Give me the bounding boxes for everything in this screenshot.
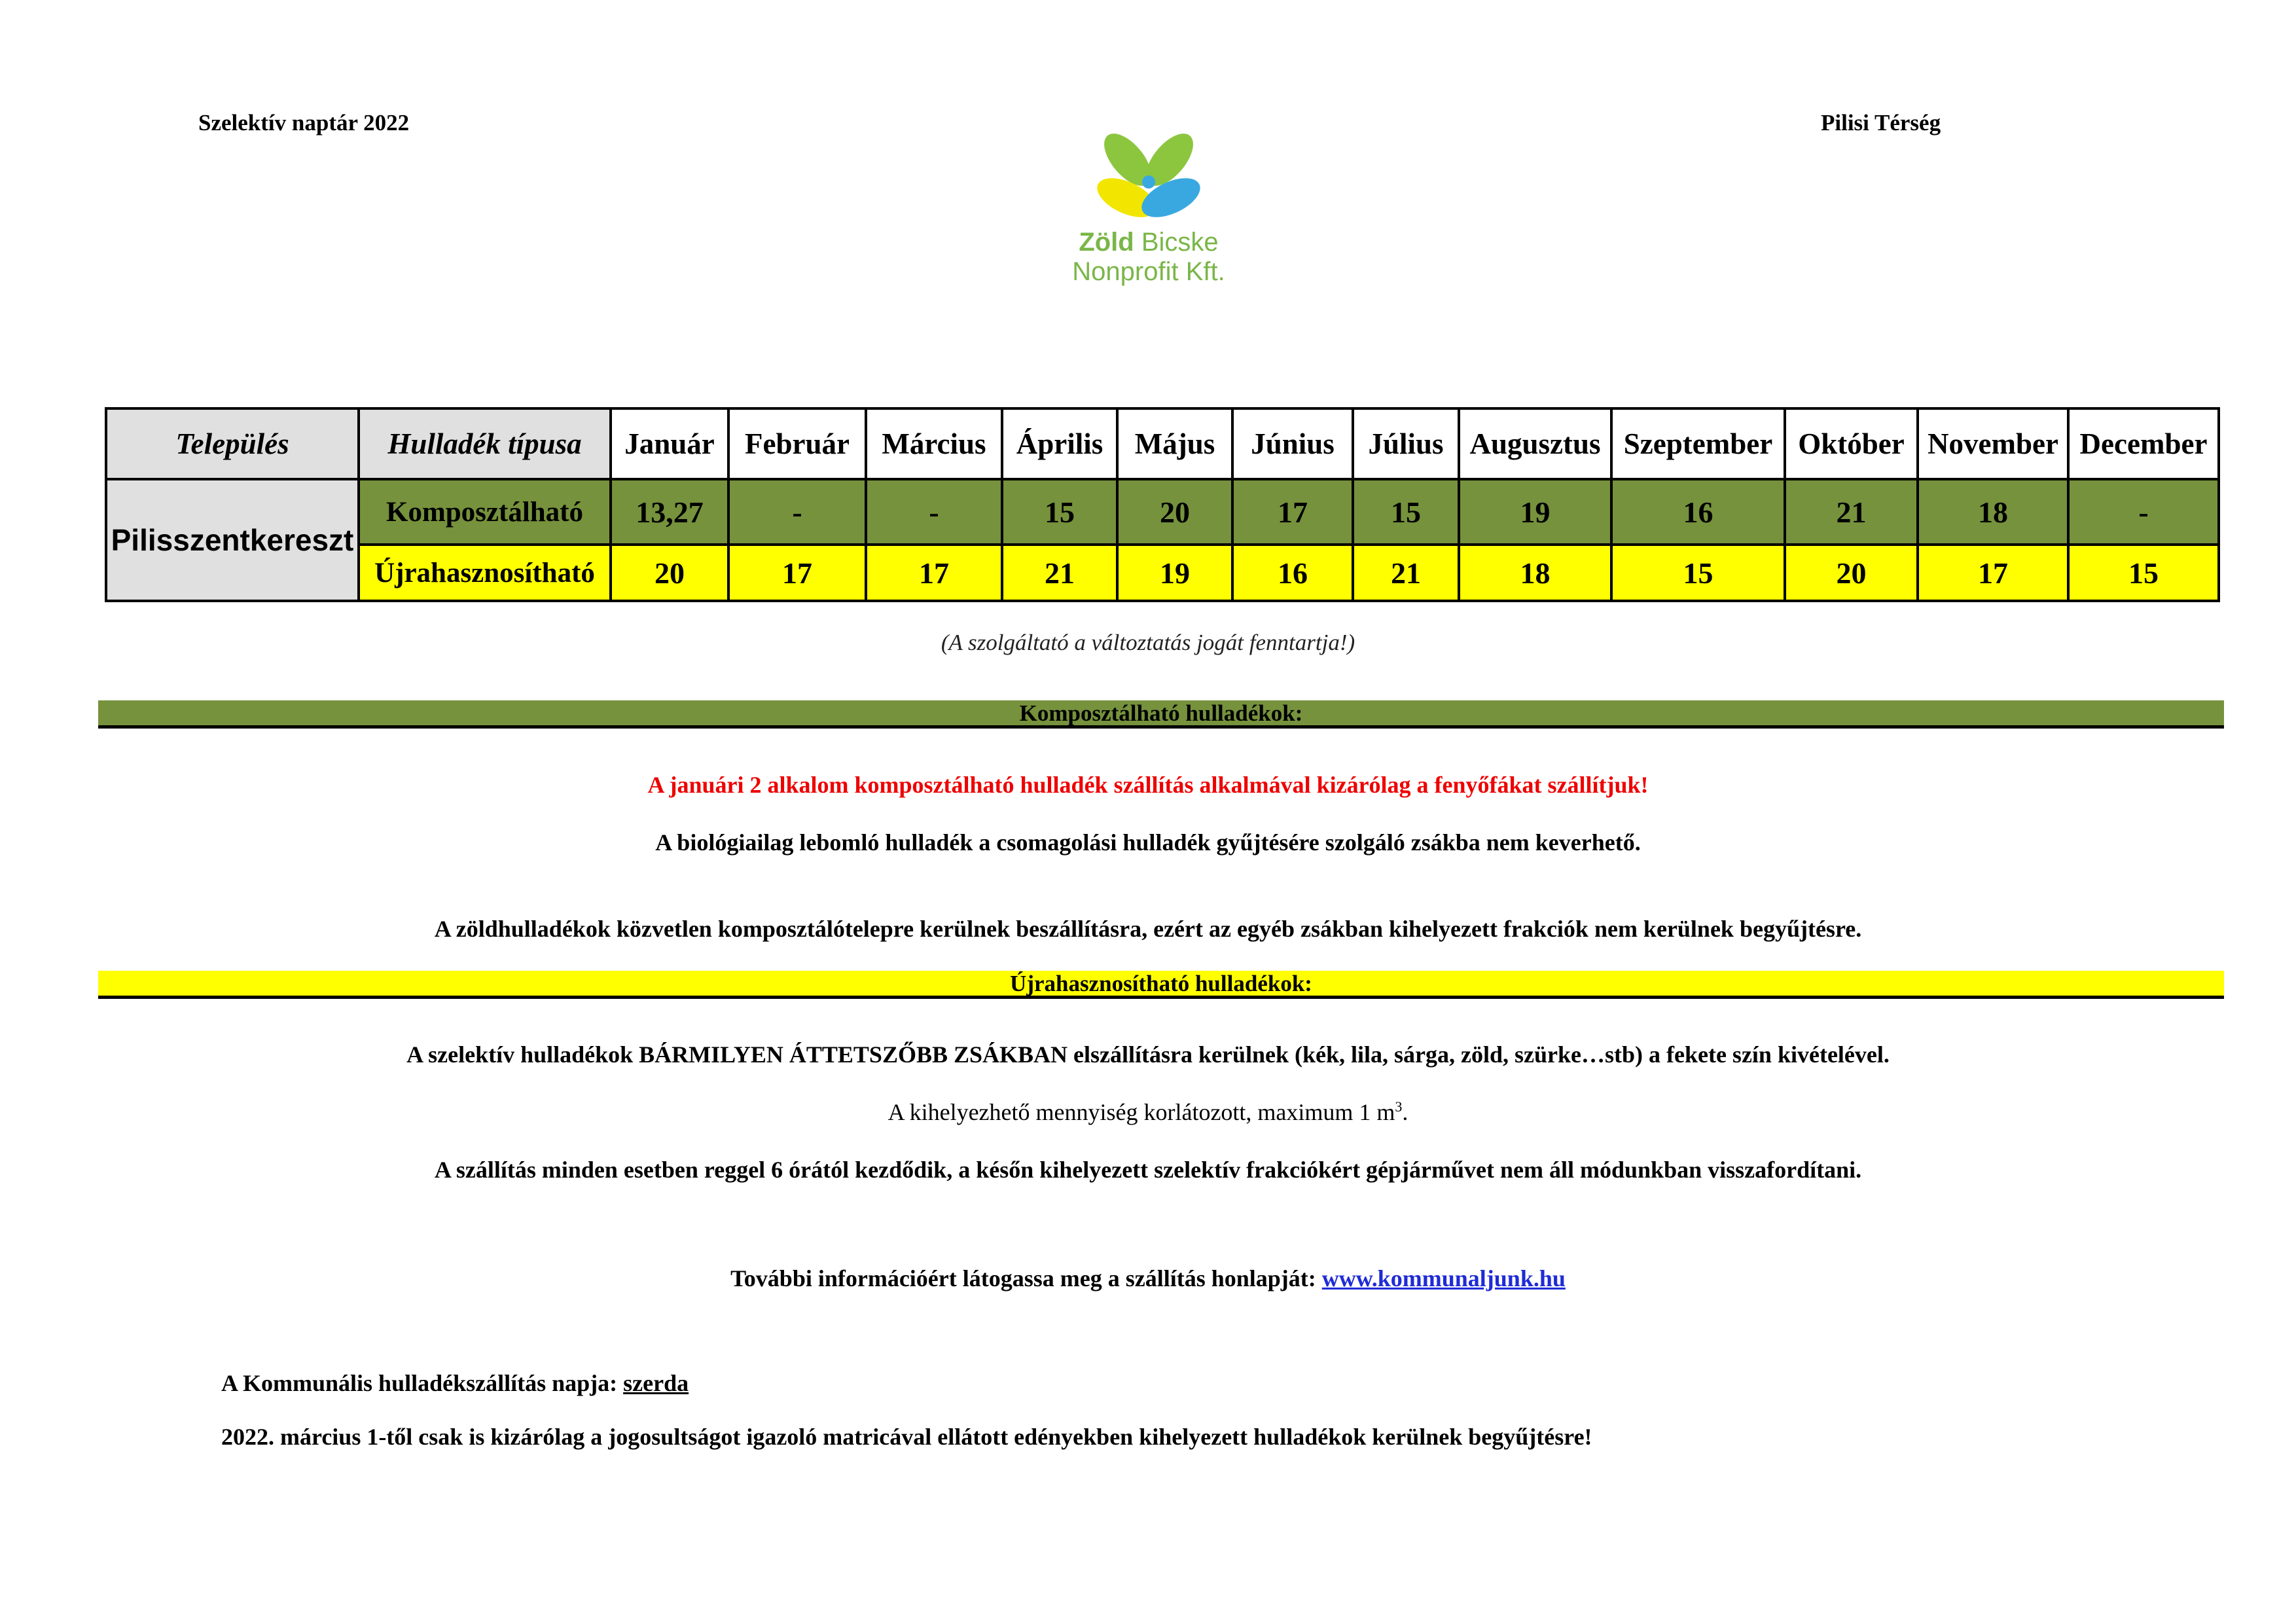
table-cell: 15 xyxy=(2068,545,2219,601)
table-cell: 19 xyxy=(1459,479,1611,545)
compost-line-3: A zöldhulladékok közvetlen komposztálótelepre kerülnek beszállításra, ezért az egyéb zsákban kihelyezett frakciók nem kerülnek begyűjtésre. xyxy=(434,916,1862,942)
company-logo xyxy=(1054,131,1244,295)
header-month: Január xyxy=(611,408,728,479)
table-cell: 21 xyxy=(1353,545,1459,601)
table-cell: 21 xyxy=(1785,479,1918,545)
table-cell: 18 xyxy=(1918,479,2068,545)
table-cell: 19 xyxy=(1117,545,1232,601)
table-cell: 20 xyxy=(1117,479,1232,545)
header-month: Október xyxy=(1785,408,1918,479)
table-cell: 17 xyxy=(1918,545,2068,601)
waste-type: Újrahasznosítható xyxy=(359,545,611,601)
region-title: Pilisi Térség xyxy=(1821,110,1941,135)
table-cell: 15 xyxy=(1002,479,1117,545)
logo-line2: Nonprofit Kft. xyxy=(1072,257,1225,286)
table-cell: 17 xyxy=(728,545,866,601)
header-month: Június xyxy=(1232,408,1353,479)
compost-heading: Komposztálható hulladékok: xyxy=(98,700,2224,729)
header-month: Július xyxy=(1353,408,1459,479)
calendar-title: Szelektív naptár 2022 xyxy=(198,110,410,135)
recycle-line-2: A kihelyezhető mennyiség korlátozott, maximum 1 $m^3$. xyxy=(888,1098,1408,1125)
info-line: További információért látogassa meg a szállítás honlapját: www.kommunaljunk.hu xyxy=(730,1265,1566,1291)
table-header-row xyxy=(106,408,2219,479)
table-cell: 20 xyxy=(1785,545,1918,601)
recycle-heading: Újrahasznosítható hulladékok: xyxy=(98,971,2224,999)
recycle-line-1: A szelektív hulladékok BÁRMILYEN ÁTTETSZŐBB ZSÁKBAN elszállításra kerülnek (kék, lila, sárga, zöld, szürke…stb) a fekete szín kivételével. xyxy=(406,1041,1890,1068)
table-cell: 15 xyxy=(1611,545,1785,601)
website-link[interactable]: www.kommunaljunk.hu xyxy=(1321,1265,1566,1291)
header-month: Február xyxy=(728,408,866,479)
table-cell: 17 xyxy=(1232,479,1353,545)
recycle-line-3: A szállítás minden esetben reggel 6 órától kezdődik, a későn kihelyezett szelektív frakciókért gépjárművet nem áll módunkban visszafordítani. xyxy=(434,1157,1862,1183)
table-cell: 15 xyxy=(1353,479,1459,545)
table-row-compost xyxy=(106,479,2219,545)
waste-type: Komposztálható xyxy=(359,479,611,545)
table-cell: 13,27 xyxy=(611,479,728,545)
table-cell: 21 xyxy=(1002,545,1117,601)
disclaimer-note: (A szolgáltató a változtatás jogát fenntartja!) xyxy=(941,630,1355,655)
compost-line-2: A biológiailag lebomló hulladék a csomagolási hulladék gyűjtésére szolgáló zsákba nem keverhető. xyxy=(655,829,1641,856)
table-cell: 16 xyxy=(1611,479,1785,545)
logo-line1: Zöld Bicske xyxy=(1079,228,1219,257)
header-month: Március xyxy=(866,408,1002,479)
table-cell: - xyxy=(2068,479,2219,545)
clover-icon xyxy=(1054,131,1244,229)
table-row-recycle xyxy=(106,545,2219,601)
compost-january-notice: A januári 2 alkalom komposztálható hulladék szállítás alkalmával kizárólag a fenyőfákat szállítjuk! xyxy=(647,772,1649,798)
header-month: Május xyxy=(1117,408,1232,479)
header-month: November xyxy=(1918,408,2068,479)
table-cell: 18 xyxy=(1459,545,1611,601)
table-cell: 20 xyxy=(611,545,728,601)
header-month: Április xyxy=(1002,408,1117,479)
header-type: Hulladék típusa xyxy=(359,408,611,479)
town-name: Pilisszentkereszt xyxy=(106,479,359,601)
table-cell: - xyxy=(866,479,1002,545)
table-cell: 16 xyxy=(1232,545,1353,601)
header-month: Augusztus xyxy=(1459,408,1611,479)
header-town: Település xyxy=(106,408,359,479)
table-cell: - xyxy=(728,479,866,545)
header-month: Szeptember xyxy=(1611,408,1785,479)
communal-day: szerda xyxy=(623,1370,689,1396)
sticker-notice: 2022. március 1-től csak is kizárólag a jogosultságot igazoló matricával ellátott edényekben kihelyezett hulladékok kerülnek begyűjtésre! xyxy=(221,1424,1592,1450)
header-month: December xyxy=(2068,408,2219,479)
communal-day-line: A Kommunális hulladékszállítás napja: szerda xyxy=(221,1370,689,1396)
table-cell: 17 xyxy=(866,545,1002,601)
collection-calendar-table xyxy=(105,407,2220,602)
